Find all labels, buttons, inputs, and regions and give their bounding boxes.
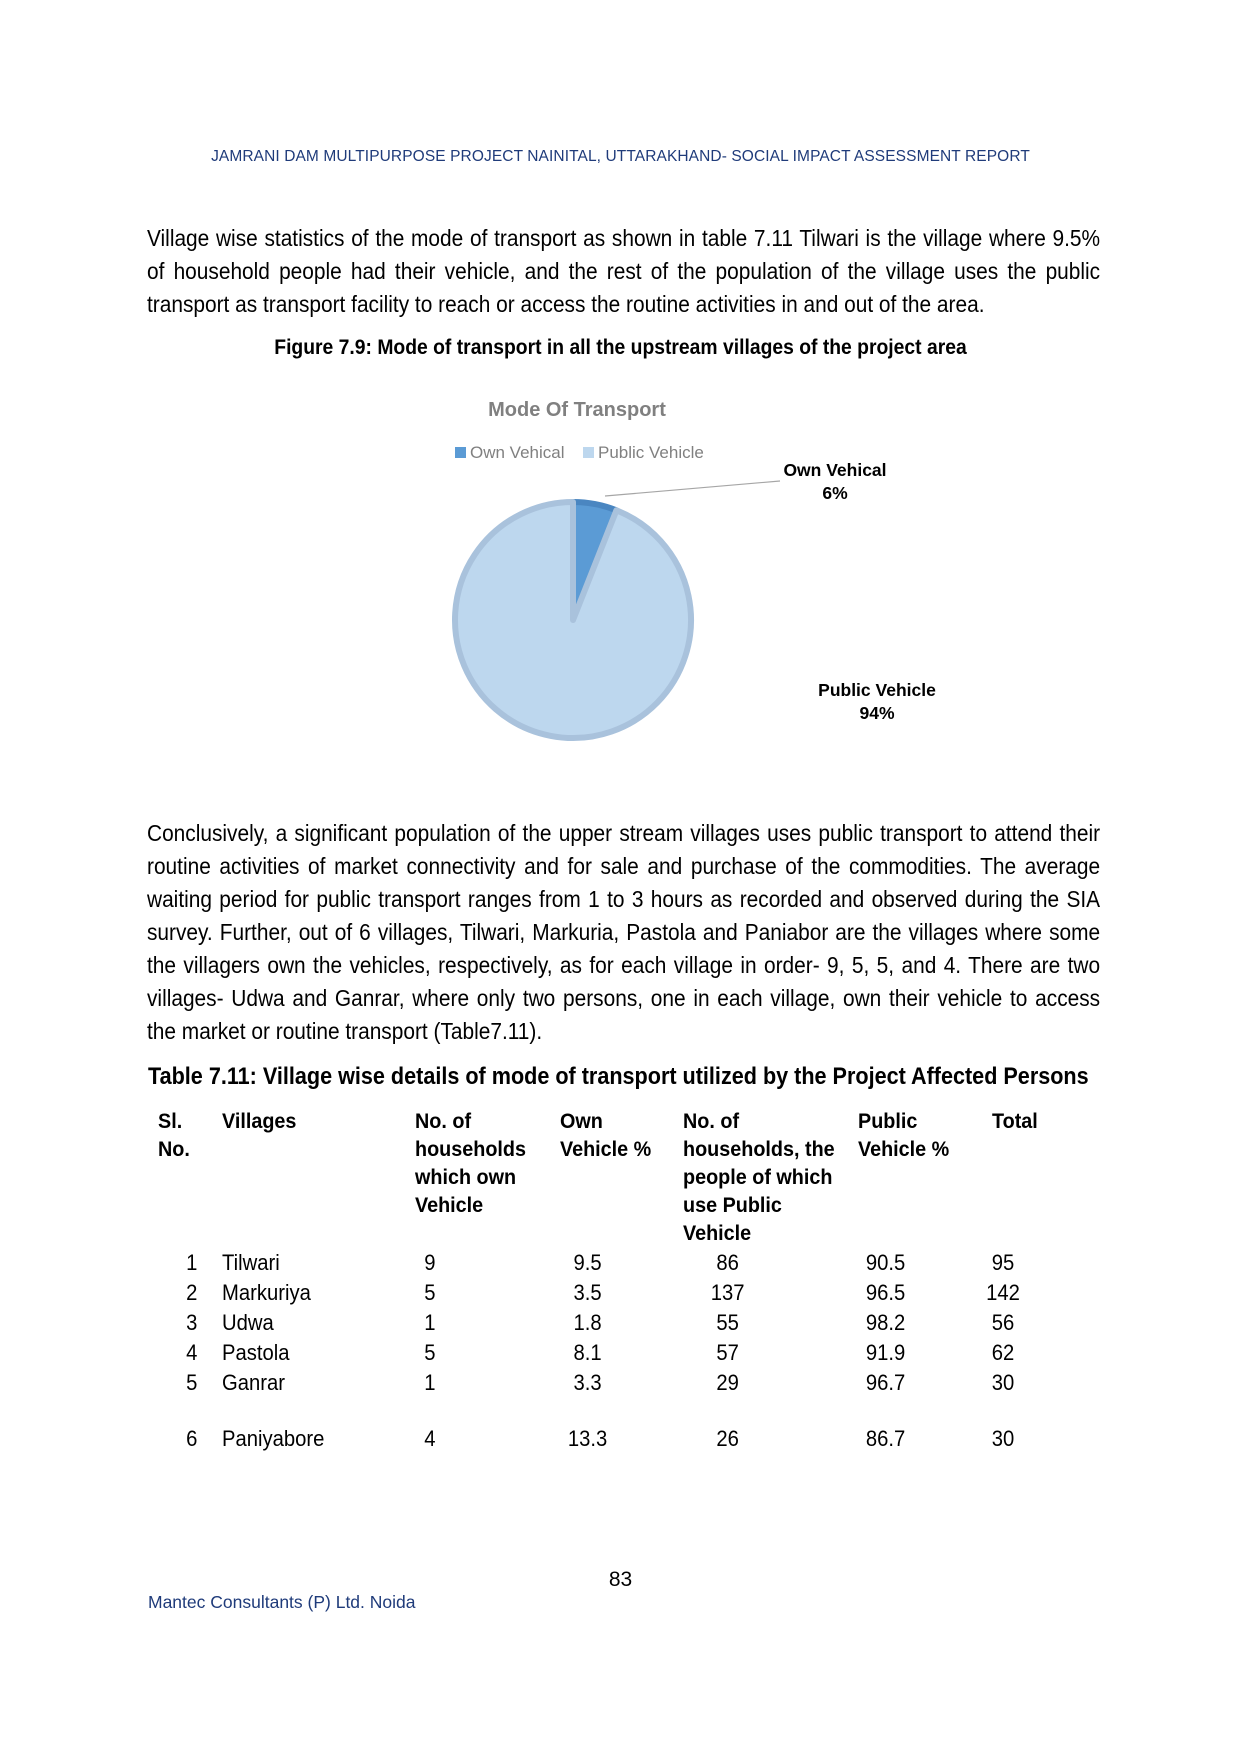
table-cell-village: Markuriya bbox=[222, 1280, 311, 1305]
table-cell-own-households: 5 bbox=[424, 1340, 436, 1365]
table-cell-public-households: 55 bbox=[716, 1310, 739, 1335]
page-footer: Mantec Consultants (P) Ltd. Noida bbox=[148, 1592, 416, 1612]
table-cell-own-households: 9 bbox=[424, 1250, 436, 1275]
table-cell-total: 142 bbox=[986, 1280, 1020, 1305]
table-header-line: which own bbox=[415, 1165, 517, 1189]
paragraph-conclusion: Conclusively, a significant population of the upper stream villages uses public transport to attend their routine activities of market connectivity and for sale and purchase of the commodities. The average waiting period for public transport ranges from 1 to 3 hours as recorded and observed during the SIA survey. Further, out of 6 villages, Tilwari, Markuria, Pastola and Paniabor are the villages where some the villagers own the vehicles, respectively, as for each village in order- 9, 5, 5, and 4. There are two villages- Udwa and Ganrar, where only two persons, one in each village, own their vehicle to access the market or routine transport (Table7.11). bbox=[147, 820, 1101, 1044]
table-cell-serial-number: 4 bbox=[186, 1340, 198, 1365]
table-header-line: Vehicle % bbox=[560, 1137, 652, 1161]
table-cell-village: Ganrar bbox=[222, 1370, 286, 1395]
table-cell-public-vehicle-pct: 91.9 bbox=[865, 1340, 906, 1365]
table-cell-total: 30 bbox=[991, 1426, 1015, 1451]
data-label-own-value: 6% bbox=[822, 483, 848, 503]
table-header-line: Vehicle bbox=[415, 1193, 484, 1217]
table-cell-own-households: 4 bbox=[424, 1426, 436, 1451]
table-cell-public-households: 29 bbox=[716, 1370, 739, 1395]
table-header-village bbox=[222, 1107, 296, 1135]
table-caption: Table 7.11: Village wise details of mode of transport utilized by the Project Affected Persons bbox=[148, 1063, 1089, 1090]
table-cell-village: Tilwari bbox=[222, 1250, 280, 1275]
table-header-line: Vehicle bbox=[683, 1221, 752, 1245]
table-header-own-vehicle-pct bbox=[560, 1107, 651, 1163]
figure-caption: Figure 7.9: Mode of transport in all the upstream villages of the project area bbox=[274, 336, 967, 359]
legend-swatch-public bbox=[583, 447, 594, 458]
table-cell-total: 56 bbox=[991, 1310, 1015, 1335]
chart-legend bbox=[455, 443, 704, 462]
table-header-line: No. bbox=[158, 1137, 190, 1161]
page-header: JAMRANI DAM MULTIPURPOSE PROJECT NAINITAL, UTTARAKHAND- SOCIAL IMPACT ASSESSMENT REPORT bbox=[211, 148, 1030, 165]
table-header-line: Vehicle % bbox=[858, 1137, 950, 1161]
table-cell-public-households: 86 bbox=[716, 1250, 739, 1275]
table-header-line: Public bbox=[858, 1109, 918, 1133]
table-cell-own-households: 1 bbox=[424, 1310, 436, 1335]
legend-label-public: Public Vehicle bbox=[598, 443, 704, 462]
table-cell-total: 30 bbox=[991, 1370, 1015, 1395]
table-cell-public-vehicle-pct: 96.5 bbox=[865, 1280, 906, 1305]
legend-label-own: Own Vehical bbox=[470, 443, 565, 462]
table-header-line: households bbox=[415, 1137, 527, 1161]
table-cell-public-households: 137 bbox=[710, 1280, 745, 1305]
table-header-total bbox=[992, 1107, 1038, 1135]
table-cell-public-vehicle-pct: 90.5 bbox=[865, 1250, 906, 1275]
table-cell-own-households: 1 bbox=[424, 1370, 436, 1395]
table-cell-own-vehicle-pct: 1.8 bbox=[573, 1310, 602, 1335]
table-header-serial-number bbox=[158, 1107, 190, 1163]
table-header-public-households bbox=[683, 1107, 835, 1247]
table-header-line: households, the bbox=[683, 1137, 835, 1161]
table-cell-total: 95 bbox=[991, 1250, 1015, 1275]
table-header-public-vehicle-pct bbox=[858, 1107, 949, 1163]
table-header-line: Villages bbox=[222, 1109, 297, 1133]
table-cell-village: Pastola bbox=[222, 1340, 290, 1365]
table-cell-own-vehicle-pct: 3.5 bbox=[573, 1280, 602, 1305]
table-cell-own-vehicle-pct: 8.1 bbox=[573, 1340, 602, 1365]
table-cell-public-vehicle-pct: 86.7 bbox=[865, 1426, 906, 1451]
table-header-line: Sl. bbox=[158, 1109, 183, 1133]
table-cell-serial-number: 3 bbox=[186, 1310, 198, 1335]
table-cell-serial-number: 6 bbox=[186, 1426, 198, 1451]
table-cell-public-households: 57 bbox=[716, 1340, 739, 1365]
table-header-own-households bbox=[415, 1107, 526, 1219]
table-header-line: No. of bbox=[683, 1109, 740, 1133]
legend-swatch-own bbox=[455, 447, 466, 458]
table-cell-serial-number: 2 bbox=[186, 1280, 198, 1305]
table-header-line: Total bbox=[992, 1109, 1038, 1133]
table-cell-public-households: 26 bbox=[716, 1426, 739, 1451]
pie-slice-public-vehicle bbox=[455, 502, 691, 738]
pie-slices bbox=[455, 502, 691, 738]
table-cell-public-vehicle-pct: 98.2 bbox=[865, 1310, 906, 1335]
chart-title: Mode Of Transport bbox=[488, 399, 666, 421]
table-cell-serial-number: 5 bbox=[186, 1370, 198, 1395]
data-label-public-name: Public Vehicle bbox=[818, 680, 936, 700]
table-header-line: people of which bbox=[683, 1165, 833, 1189]
table-cell-total: 62 bbox=[991, 1340, 1015, 1365]
table-cell-village: Udwa bbox=[222, 1310, 274, 1335]
table-cell-own-vehicle-pct: 13.3 bbox=[567, 1426, 608, 1451]
paragraph-intro: Village wise statistics of the mode of transport as shown in table 7.11 Tilwari is the village where 9.5% of household people had their vehicle, and the rest of the population of the village uses the public transport as transport facility to reach or access the routine activities in and out of the area. bbox=[147, 225, 1101, 317]
table-cell-own-households: 5 bbox=[424, 1280, 436, 1305]
table-header-line: use Public bbox=[683, 1193, 782, 1217]
data-label-own-name: Own Vehical bbox=[783, 460, 887, 480]
leader-line-own bbox=[605, 481, 780, 496]
data-label-public-value: 94% bbox=[859, 703, 895, 723]
table-header-line: No. of bbox=[415, 1109, 472, 1133]
pie-chart bbox=[380, 392, 1000, 772]
table-cell-own-vehicle-pct: 9.5 bbox=[573, 1250, 602, 1275]
table-header-line: Own bbox=[560, 1109, 603, 1133]
table-cell-serial-number: 1 bbox=[186, 1250, 198, 1275]
table-cell-village: Paniyabore bbox=[222, 1426, 325, 1451]
table-cell-public-vehicle-pct: 96.7 bbox=[865, 1370, 906, 1395]
table-cell-own-vehicle-pct: 3.3 bbox=[573, 1370, 602, 1395]
page-number: 83 bbox=[608, 1568, 633, 1591]
